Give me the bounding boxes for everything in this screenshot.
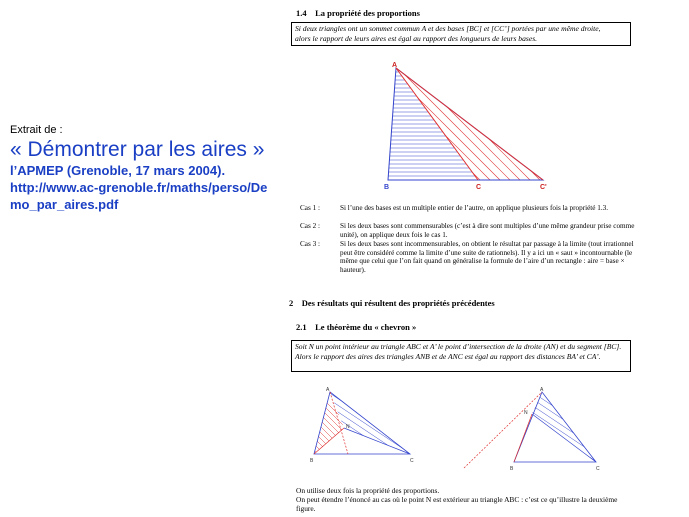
vertex-c-label: C xyxy=(596,466,600,472)
vertex-c-prime-label: C' xyxy=(540,184,547,191)
vertex-b-label: B xyxy=(310,458,314,464)
chevron-statement-box xyxy=(291,340,631,372)
case-2 xyxy=(300,222,650,240)
statement-line-2: alors le rapport de leurs aires est égal au rapport des longueurs de leurs bases. xyxy=(295,33,538,43)
section-2-1-heading xyxy=(296,322,416,332)
vertex-c-label: C xyxy=(410,458,414,464)
vertex-b-label: B xyxy=(384,184,390,191)
section-number: 2.1 xyxy=(296,322,307,332)
vertex-b-label: B xyxy=(510,466,514,472)
proportion-triangle-figure xyxy=(378,58,563,193)
section-title: Le théorème du « chevron » xyxy=(315,322,417,332)
proof-line-1: On utilise deux fois la propriété des proportions. xyxy=(296,486,440,495)
source-title: « Démontrer par les aires » xyxy=(10,138,265,161)
section-2-heading xyxy=(289,298,495,308)
case-label: Cas 2 : xyxy=(300,222,320,230)
proof-text xyxy=(296,486,626,513)
section-title: La propriété des proportions xyxy=(315,8,420,18)
vertex-a-label: A xyxy=(540,387,544,393)
section-1-4-heading xyxy=(296,8,420,18)
vertex-a-label: A xyxy=(326,387,330,393)
source-url[interactable]: http://www.ac-grenoble.fr/maths/perso/Demo_par_aires.pdf xyxy=(10,180,268,212)
vertex-a-label: A xyxy=(392,62,398,69)
property-statement-box xyxy=(291,22,631,46)
chevron-figure-interior xyxy=(306,384,426,470)
vertex-c-label: C xyxy=(476,184,482,191)
citation-block xyxy=(10,124,270,213)
case-label: Cas 3 : xyxy=(300,240,320,248)
statement-line-1: Si deux triangles ont un sommet commun A et des bases [BC] et [CC’] portées par une même droite, xyxy=(295,24,601,33)
case-text: Si l’une des bases est un multiple entier de l’autre, on applique plusieurs fois la propriété 1.3. xyxy=(340,204,609,212)
section-number: 2 xyxy=(289,298,294,308)
case-text: Si les deux bases sont commensurables (c’est à dire sont multiples d’une même grandeur prise comme unité), on applique deux fois le cas 1. xyxy=(340,222,635,239)
section-number: 1.4 xyxy=(296,8,307,18)
source-org: l’APMEP (Grenoble, 17 mars 2004). xyxy=(10,163,226,178)
extrait-label: Extrait de : xyxy=(10,124,63,136)
point-n-label: N xyxy=(346,424,350,430)
statement-line-2: Alors le rapport des aires des triangles ANB et de ANC est égal au rapport des distances BA’ et CA’. xyxy=(295,351,601,361)
proof-line-2: On peut étendre l’énoncé au cas où le point N est extérieur au triangle ABC : c’est ce qu’illustre la deuxième figure. xyxy=(296,495,618,513)
chevron-figure-exterior xyxy=(460,384,608,474)
case-1 xyxy=(300,204,650,222)
case-label: Cas 1 : xyxy=(300,204,320,212)
statement-line-1: Soit N un point intérieur au triangle ABC et A’ le point d’intersection de la droite (AN) et du segment [BC]. xyxy=(295,342,622,351)
case-3 xyxy=(300,240,650,276)
section-title: Des résultats qui résultent des propriétés précédentes xyxy=(301,298,495,308)
point-n-label: N xyxy=(524,410,528,416)
case-text: Si les deux bases sont incommensurables, on obtient le résultat par passage à la limite (tout irrationnel peut être considéré comme la limite d’une suite de rationnels). Il y a ici un « saut » incontournable (le même que celui que l’on fait quand on généralise la formule de l’aire d’un rectangle : aire = base × hauteur). xyxy=(340,240,634,274)
document-page xyxy=(288,0,684,517)
